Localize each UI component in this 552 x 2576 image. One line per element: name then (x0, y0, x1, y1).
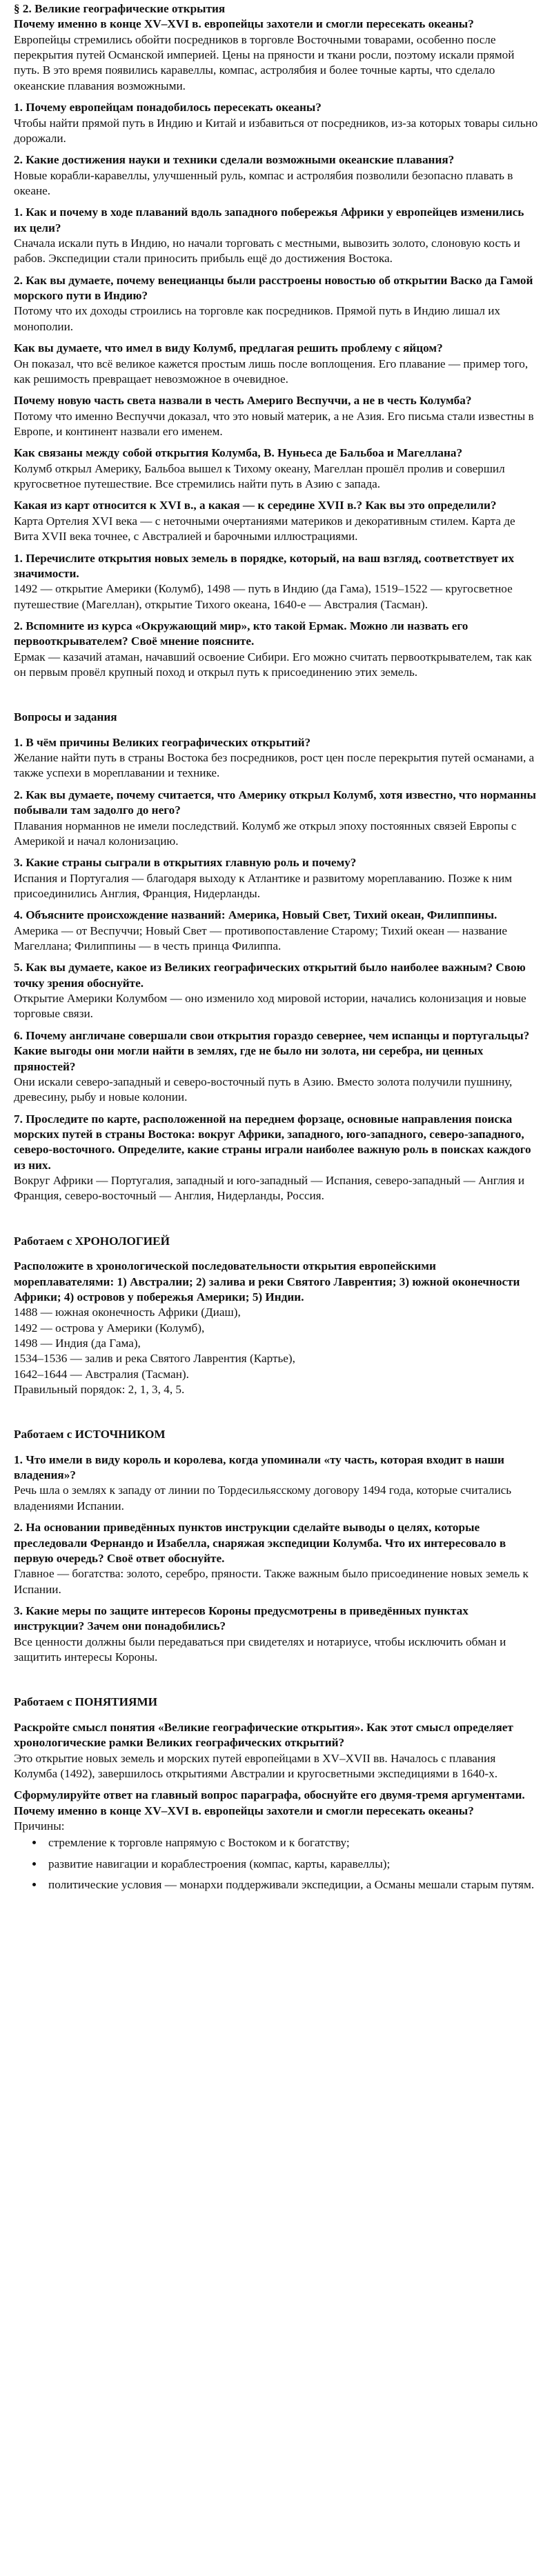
intro-question: Почему новую часть света назвали в честь Америго Веспуччи, а не в честь Колумба? (14, 394, 472, 408)
task-item (14, 960, 538, 1021)
task-item (14, 908, 538, 954)
intro-item (14, 341, 538, 387)
source-item (14, 1520, 538, 1597)
paragraph-title: § 2. Великие географические открытия (14, 2, 226, 15)
concept-question: Раскройте смысл понятия «Великие географические открытия». Как этот смысл определяет хронологические рамки Великих географических открытий? (14, 1720, 513, 1750)
source-answer: Все ценности должны были передаваться при свидетелях и нотариусе, чтобы исключить обман и защитить интересы Короны. (14, 1635, 506, 1664)
intro-item (14, 551, 538, 612)
source-question: 2. На основании приведённых пунктов инструкции сделайте выводы о целях, которые преследовали Фернандо и Изабелла, снаряжая экспедиции Колумба. Что их интересовало в первую очередь? Своё ответ обоснуйте. (14, 1521, 506, 1565)
final-block (14, 1788, 538, 1893)
task-answer: Америка — от Веспуччи; Новый Свет — противопоставление Старому; Тихий океан — название Магеллана; Филиппины — в честь принца Филиппа. (14, 923, 507, 953)
task-question: 4. Объясните происхождение названий: Америка, Новый Свет, Тихий океан, Филиппины. (14, 908, 497, 922)
intro-answer: Новые корабли-каравеллы, улучшенный руль, компас и астролябия позволили безопасно плавать в океане. (14, 168, 513, 197)
task-question: 1. В чём причины Великих географических открытий? (14, 735, 311, 749)
intro-question: Как связаны между собой открытия Колумба, В. Нуньеса де Бальбоа и Магеллана? (14, 446, 463, 460)
intro-question: Как вы думаете, что имел в виду Колумб, предлагая решить проблему с яйцом? (14, 341, 443, 355)
intro-qa-list (14, 17, 538, 680)
intro-answer: Европейцы стремились обойти посредников в торговле Восточными товарами, особенно после перекрытия путей Османской империей. Цены на пряности и ткани росли, поэтому искали прямой путь. В это время появились каравеллы, компас, астролябия и более точные карты, что сделало океанские плавания возможными. (14, 32, 515, 92)
source-answer: Речь шла о землях к западу от линии по Тордесильясскому договору 1494 года, которые считались владениями Испании. (14, 1484, 512, 1512)
tasks-qa-list (14, 735, 538, 1204)
source-heading: Работаем с ИСТОЧНИКОМ (14, 1428, 166, 1441)
spacer (14, 1210, 538, 1234)
task-item (14, 855, 538, 901)
reason-item: • политические условия — монархи поддерживали экспедиции, а Османы мешали старым путям. (44, 1877, 538, 1893)
final-lead: Причины: (14, 1819, 65, 1833)
intro-answer: Сначала искали путь в Индию, но начали торговать с местными, вывозить золото, слоновую кость и рабов. Экспедиции стали приносить прибыль ещё до достижения Востока. (14, 237, 520, 266)
source-item (14, 1452, 538, 1514)
intro-item (14, 393, 538, 439)
chronology-heading: Работаем с ХРОНОЛОГИЕЙ (14, 1234, 170, 1248)
concepts-heading: Работаем с ПОНЯТИЯМИ (14, 1695, 157, 1709)
spacer (14, 686, 538, 710)
final-question: Сформулируйте ответ на главный вопрос параграфа, обоснуйте его двумя-тремя аргументами. Почему именно в конце XV–XVI в. европейцы захотели и смогли пересекать океаны? (14, 1788, 525, 1817)
task-item (14, 1112, 538, 1204)
intro-item (14, 100, 538, 146)
final-reasons-list (14, 1835, 538, 1893)
chronology-line: 1534–1536 — залив и река Святого Лаврентия (Картье), (14, 1352, 295, 1366)
task-answer: Испания и Португалия — благодаря выходу к Атлантике и развитому мореплаванию. Позже к ним присоединились Англия, Франция, Нидерланды. (14, 871, 513, 900)
chronology-line: 1498 — Индия (да Гама), (14, 1336, 141, 1350)
intro-question: Почему именно в конце XV–XVI в. европейцы захотели и смогли пересекать океаны? (14, 17, 474, 31)
source-question: 1. Что имели в виду король и королева, когда упоминали «ту часть, которая входит в наши владения»? (14, 1452, 504, 1482)
task-question: 7. Проследите по карте, расположенной на переднем форзаце, основные направления поиска морских путей в страны Востока: вокруг Африки, западного, юго-западного, северо-западного, северо-восточного. Определите, какие страны играли наиболее важную роль в поисках каждого из них. (14, 1112, 531, 1172)
intro-item (14, 273, 538, 335)
intro-answer: Потому что именно Веспуччи доказал, что это новый материк, а не Азия. Его письма стали известны в Европе, и континент назвали его именем. (14, 409, 534, 438)
intro-answer: Он показал, что всё великое кажется простым лишь после воплощения. Его плавание — пример того, как решимость превращает невозможное в очевидное. (14, 357, 529, 386)
intro-answer: Чтобы найти прямой путь в Индию и Китай и избавиться от посредников, из-за которых товары сильно дорожали. (14, 116, 538, 145)
intro-item (14, 152, 538, 199)
chronology-line: Правильный порядок: 2, 1, 3, 4, 5. (14, 1383, 185, 1397)
task-answer: Желание найти путь в страны Востока без посредников, рост цен после перекрытия путей османами, а также успехи в мореплавании и технике. (14, 751, 535, 780)
intro-question: 1. Почему европейцам понадобилось пересекать океаны? (14, 101, 322, 114)
intro-answer: Потому что их доходы строились на торговле как посредников. Прямой путь в Индию лишал их монополии. (14, 304, 501, 333)
task-question: 5. Как вы думаете, какое из Великих географических открытий было наиболее важным? Свою точку зрения обоснуйте. (14, 961, 526, 990)
intro-answer: Колумб открыл Америку, Бальбоа вышел к Тихому океану, Магеллан прошёл пролив и совершил кругосветное путешествие. Все стремились найти путь в Азию с запада. (14, 461, 505, 491)
source-question: 3. Какие меры по защите интересов Короны предусмотрены в приведённых пунктах инструкции? Зачем они понадобились? (14, 1604, 469, 1633)
chronology-line: 1488 — южная оконечность Африки (Диаш), (14, 1306, 241, 1319)
task-question: 3. Какие страны сыграли в открытиях главную роль и почему? (14, 856, 357, 870)
intro-question: 1. Как и почему в ходе плаваний вдоль западного побережья Африки у европейцев изменились их цели? (14, 206, 524, 234)
intro-item (14, 446, 538, 492)
chronology-answer (14, 1305, 538, 1397)
concept-item (14, 1720, 538, 1781)
task-answer: Они искали северо-западный и северо-восточный путь в Азию. Вместо золота получили пушнину, древесину, рыбу и новые колонии. (14, 1075, 513, 1104)
intro-question: 2. Как вы думаете, почему венецианцы были расстроены новостью об открытии Васко да Гамой морского пути в Индию? (14, 273, 533, 303)
intro-item (14, 17, 538, 94)
chronology-block (14, 1259, 538, 1397)
reason-item: • стремление к торговле напрямую с Востоком и к богатству; (44, 1835, 538, 1850)
task-answer: Вокруг Африки — Португалия, западный и юго-западный — Испания, северо-западный — Англия и Франция, северо-восточный — Англия, Нидерланды, Россия. (14, 1174, 525, 1203)
concepts-qa-list (14, 1720, 538, 1781)
intro-item (14, 619, 538, 680)
intro-item (14, 498, 538, 544)
chronology-line: 1642–1644 — Австралия (Тасман). (14, 1367, 189, 1381)
intro-question: 1. Перечислите открытия новых земель в порядке, который, на ваш взгляд, соответствует их значимости. (14, 551, 515, 580)
task-answer: Открытие Америки Колумбом — оно изменило ход мировой истории, начались колонизация и новые торговые связи. (14, 992, 526, 1021)
source-item (14, 1604, 538, 1665)
concept-answer: Это открытие новых земель и морских путей европейцами в XV–XVII вв. Началось с плавания Колумба (1492), завершилось открытиями Австралии и кругосветными экспедициями в 1640-х. (14, 1751, 498, 1780)
intro-answer: Карта Ортелия XVI века — с неточными очертаниями материков и декоративным стилем. Карта де Вита XVII века точнее, с Австралией и барочными иллюстрациями. (14, 514, 515, 543)
spacer (14, 1671, 538, 1695)
reason-item: • развитие навигации и кораблестроения (компас, карты, каравеллы); (44, 1857, 538, 1872)
source-answer: Главное — богатства: золото, серебро, пряности. Также важным было присоединение новых земель к Испании. (14, 1567, 529, 1596)
tasks-heading: Вопросы и задания (14, 710, 117, 724)
chronology-question: Расположите в хронологической последовательности открытия европейскими мореплавателями: 1) Австралии; 2) залива и реки Святого Лаврентия; 3) южной оконечности Африки; 4) островов у побережья Америки; 5) Индии. (14, 1259, 520, 1304)
intro-question: 2. Какие достижения науки и техники сделали возможными океанские плавания? (14, 153, 455, 167)
intro-question: 2. Вспомните из курса «Окружающий мир», кто такой Ермак. Можно ли назвать его первооткрывателем? Своё мнение поясните. (14, 619, 469, 648)
chronology-line: 1492 — острова у Америки (Колумб), (14, 1321, 205, 1335)
source-qa-list (14, 1452, 538, 1666)
task-answer: Плавания норманнов не имели последствий. Колумб же открыл эпоху постоянных связей Европы с Америкой и начал колонизацию. (14, 819, 517, 848)
intro-answer: Ермак — казачий атаман, начавший освоение Сибири. Его можно считать первооткрывателем, так как он первым провёл крупный поход и открыл путь к присоединению этих земель. (14, 650, 532, 679)
task-item (14, 1028, 538, 1106)
task-item (14, 735, 538, 781)
intro-question: Какая из карт относится к XVI в., а какая — к середине XVII в.? Как вы это определили? (14, 499, 497, 512)
intro-answer: 1492 — открытие Америки (Колумб), 1498 — путь в Индию (да Гама), 1519–1522 — кругосветное путешествие (Магеллан), открытие Тихого океана, 1640-е — Австралия (Тасман). (14, 582, 513, 611)
spacer (14, 1404, 538, 1427)
task-question: 6. Почему англичане совершали свои открытия гораздо севернее, чем испанцы и португальцы? Какие выгоды они могли найти в землях, где не было ни золота, ни серебра, ни ценных пряностей? (14, 1028, 530, 1073)
task-item (14, 788, 538, 849)
intro-item (14, 205, 538, 266)
task-question: 2. Как вы думаете, почему считается, что Америку открыл Колумб, хотя известно, что норманны побывали там задолго до него? (14, 788, 536, 817)
